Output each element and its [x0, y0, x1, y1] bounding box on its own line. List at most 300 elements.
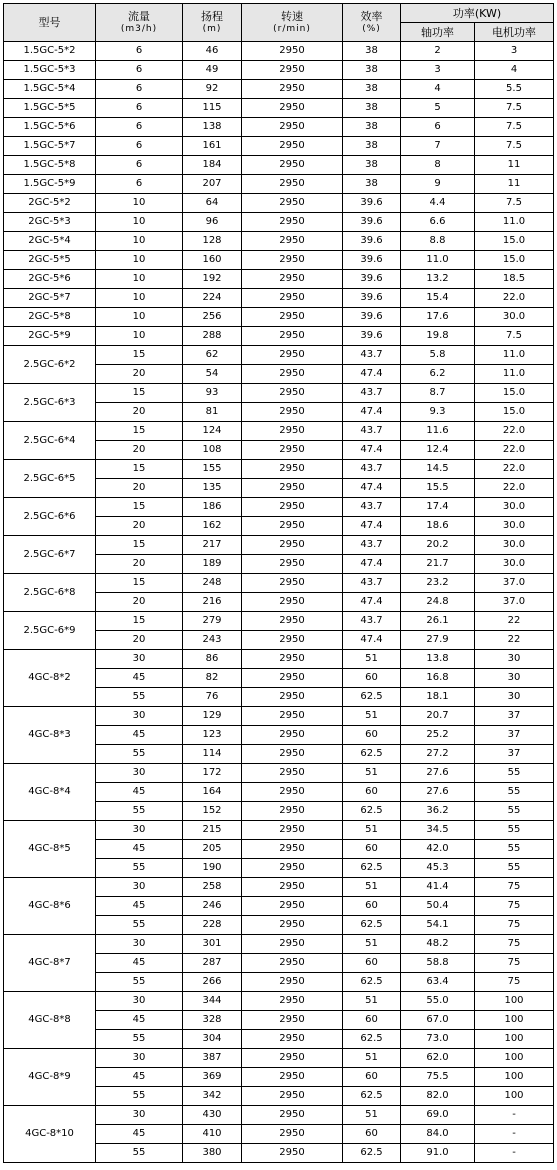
- head-cell: 266: [183, 973, 242, 992]
- model-cell: 2.5GC-6*8: [4, 574, 96, 612]
- motor-power-cell: 22: [475, 631, 554, 650]
- shaft-power-cell: 27.9: [401, 631, 475, 650]
- efficiency-cell: 47.4: [343, 593, 401, 612]
- efficiency-cell: 60: [343, 1125, 401, 1144]
- model-cell: 2.5GC-6*5: [4, 460, 96, 498]
- head-cell: 114: [183, 745, 242, 764]
- flow-cell: 20: [96, 441, 183, 460]
- head-cell: 62: [183, 346, 242, 365]
- header-model: [4, 4, 96, 42]
- efficiency-cell: 51: [343, 1106, 401, 1125]
- efficiency-cell: 60: [343, 783, 401, 802]
- header-flow-unit: (m3/h): [120, 23, 158, 34]
- table-row: [4, 422, 554, 441]
- speed-cell: 2950: [242, 441, 343, 460]
- model-cell: 4GC-8*4: [4, 764, 96, 821]
- table-row: [4, 194, 554, 213]
- speed-cell: 2950: [242, 1087, 343, 1106]
- flow-cell: 15: [96, 384, 183, 403]
- table-row: [4, 821, 554, 840]
- efficiency-cell: 51: [343, 707, 401, 726]
- motor-power-cell: 30: [475, 688, 554, 707]
- head-cell: 216: [183, 593, 242, 612]
- shaft-power-cell: 75.5: [401, 1068, 475, 1087]
- head-cell: 342: [183, 1087, 242, 1106]
- efficiency-cell: 51: [343, 764, 401, 783]
- speed-cell: 2950: [242, 555, 343, 574]
- shaft-power-cell: 23.2: [401, 574, 475, 593]
- motor-power-cell: 4: [475, 61, 554, 80]
- head-cell: 64: [183, 194, 242, 213]
- flow-cell: 45: [96, 1011, 183, 1030]
- motor-power-cell: 11: [475, 156, 554, 175]
- head-cell: 186: [183, 498, 242, 517]
- model-cell: 2GC-5*4: [4, 232, 96, 251]
- flow-cell: 45: [96, 726, 183, 745]
- shaft-power-cell: 73.0: [401, 1030, 475, 1049]
- shaft-power-cell: 5.8: [401, 346, 475, 365]
- efficiency-cell: 51: [343, 992, 401, 1011]
- head-cell: 128: [183, 232, 242, 251]
- flow-cell: 20: [96, 631, 183, 650]
- flow-cell: 20: [96, 403, 183, 422]
- head-cell: 243: [183, 631, 242, 650]
- head-cell: 162: [183, 517, 242, 536]
- motor-power-cell: 15.0: [475, 232, 554, 251]
- model-cell: 2.5GC-6*4: [4, 422, 96, 460]
- model-cell: 2.5GC-6*7: [4, 536, 96, 574]
- shaft-power-cell: 12.4: [401, 441, 475, 460]
- motor-power-cell: 55: [475, 840, 554, 859]
- flow-cell: 10: [96, 327, 183, 346]
- efficiency-cell: 39.6: [343, 289, 401, 308]
- shaft-power-cell: 8: [401, 156, 475, 175]
- header-motor-power: [475, 23, 554, 42]
- head-cell: 82: [183, 669, 242, 688]
- shaft-power-cell: 17.4: [401, 498, 475, 517]
- table-row: [4, 118, 554, 137]
- table-row: [4, 536, 554, 555]
- head-cell: 86: [183, 650, 242, 669]
- motor-power-cell: 37: [475, 745, 554, 764]
- table-row: [4, 289, 554, 308]
- efficiency-cell: 47.4: [343, 555, 401, 574]
- shaft-power-cell: 41.4: [401, 878, 475, 897]
- model-cell: 2GC-5*2: [4, 194, 96, 213]
- model-cell: 2GC-5*8: [4, 308, 96, 327]
- speed-cell: 2950: [242, 137, 343, 156]
- motor-power-cell: 55: [475, 859, 554, 878]
- flow-cell: 30: [96, 935, 183, 954]
- motor-power-cell: 15.0: [475, 251, 554, 270]
- speed-cell: 2950: [242, 346, 343, 365]
- head-cell: 207: [183, 175, 242, 194]
- head-cell: 205: [183, 840, 242, 859]
- flow-cell: 10: [96, 308, 183, 327]
- head-cell: 92: [183, 80, 242, 99]
- speed-cell: 2950: [242, 992, 343, 1011]
- motor-power-cell: 30.0: [475, 498, 554, 517]
- efficiency-cell: 38: [343, 118, 401, 137]
- speed-cell: 2950: [242, 479, 343, 498]
- shaft-power-cell: 8.7: [401, 384, 475, 403]
- motor-power-cell: 55: [475, 783, 554, 802]
- shaft-power-cell: 11.6: [401, 422, 475, 441]
- flow-cell: 10: [96, 251, 183, 270]
- efficiency-cell: 51: [343, 650, 401, 669]
- efficiency-cell: 62.5: [343, 916, 401, 935]
- efficiency-cell: 43.7: [343, 574, 401, 593]
- header-power-label: 功率(KW): [452, 6, 502, 20]
- shaft-power-cell: 27.2: [401, 745, 475, 764]
- efficiency-cell: 47.4: [343, 479, 401, 498]
- head-cell: 93: [183, 384, 242, 403]
- flow-cell: 10: [96, 194, 183, 213]
- motor-power-cell: 5.5: [475, 80, 554, 99]
- flow-cell: 55: [96, 802, 183, 821]
- motor-power-cell: 100: [475, 1030, 554, 1049]
- header-shaft-power-label: 轴功率: [421, 25, 454, 39]
- motor-power-cell: 15.0: [475, 384, 554, 403]
- motor-power-cell: 30.0: [475, 517, 554, 536]
- efficiency-cell: 39.6: [343, 251, 401, 270]
- head-cell: 301: [183, 935, 242, 954]
- motor-power-cell: 7.5: [475, 137, 554, 156]
- flow-cell: 45: [96, 783, 183, 802]
- shaft-power-cell: 58.8: [401, 954, 475, 973]
- flow-cell: 6: [96, 80, 183, 99]
- efficiency-cell: 38: [343, 99, 401, 118]
- flow-cell: 30: [96, 764, 183, 783]
- shaft-power-cell: 16.8: [401, 669, 475, 688]
- shaft-power-cell: 45.3: [401, 859, 475, 878]
- head-cell: 152: [183, 802, 242, 821]
- efficiency-cell: 43.7: [343, 346, 401, 365]
- head-cell: 96: [183, 213, 242, 232]
- shaft-power-cell: 36.2: [401, 802, 475, 821]
- flow-cell: 15: [96, 536, 183, 555]
- table-row: [4, 992, 554, 1011]
- speed-cell: 2950: [242, 631, 343, 650]
- model-cell: 2GC-5*6: [4, 270, 96, 289]
- model-cell: 2.5GC-6*9: [4, 612, 96, 650]
- efficiency-cell: 51: [343, 1049, 401, 1068]
- speed-cell: 2950: [242, 650, 343, 669]
- shaft-power-cell: 25.2: [401, 726, 475, 745]
- table-row: [4, 80, 554, 99]
- model-cell: 1.5GC-5*2: [4, 42, 96, 61]
- shaft-power-cell: 15.5: [401, 479, 475, 498]
- speed-cell: 2950: [242, 707, 343, 726]
- motor-power-cell: 7.5: [475, 118, 554, 137]
- efficiency-cell: 62.5: [343, 802, 401, 821]
- model-cell: 2.5GC-6*2: [4, 346, 96, 384]
- efficiency-cell: 43.7: [343, 536, 401, 555]
- efficiency-cell: 62.5: [343, 1144, 401, 1163]
- model-cell: 1.5GC-5*9: [4, 175, 96, 194]
- header-head-unit: (m): [202, 23, 222, 34]
- flow-cell: 55: [96, 1030, 183, 1049]
- table-row: [4, 878, 554, 897]
- efficiency-cell: 62.5: [343, 688, 401, 707]
- flow-cell: 45: [96, 1125, 183, 1144]
- speed-cell: 2950: [242, 878, 343, 897]
- speed-cell: 2950: [242, 232, 343, 251]
- speed-cell: 2950: [242, 973, 343, 992]
- efficiency-cell: 60: [343, 1068, 401, 1087]
- table-row: [4, 707, 554, 726]
- shaft-power-cell: 21.7: [401, 555, 475, 574]
- motor-power-cell: 22.0: [475, 479, 554, 498]
- table-row: [4, 137, 554, 156]
- motor-power-cell: 30.0: [475, 555, 554, 574]
- efficiency-cell: 38: [343, 175, 401, 194]
- flow-cell: 10: [96, 232, 183, 251]
- table-row: [4, 650, 554, 669]
- shaft-power-cell: 7: [401, 137, 475, 156]
- shaft-power-cell: 24.8: [401, 593, 475, 612]
- efficiency-cell: 62.5: [343, 859, 401, 878]
- motor-power-cell: 100: [475, 992, 554, 1011]
- shaft-power-cell: 4.4: [401, 194, 475, 213]
- speed-cell: 2950: [242, 289, 343, 308]
- speed-cell: 2950: [242, 821, 343, 840]
- efficiency-cell: 62.5: [343, 1030, 401, 1049]
- shaft-power-cell: 55.0: [401, 992, 475, 1011]
- shaft-power-cell: 54.1: [401, 916, 475, 935]
- shaft-power-cell: 9: [401, 175, 475, 194]
- motor-power-cell: 7.5: [475, 194, 554, 213]
- table-row: [4, 346, 554, 365]
- shaft-power-cell: 8.8: [401, 232, 475, 251]
- model-cell: 2GC-5*9: [4, 327, 96, 346]
- pump-spec-table: [3, 3, 554, 1163]
- table-row: [4, 156, 554, 175]
- motor-power-cell: 100: [475, 1068, 554, 1087]
- motor-power-cell: 75: [475, 954, 554, 973]
- shaft-power-cell: 34.5: [401, 821, 475, 840]
- flow-cell: 15: [96, 574, 183, 593]
- speed-cell: 2950: [242, 935, 343, 954]
- efficiency-cell: 47.4: [343, 517, 401, 536]
- model-cell: 2GC-5*7: [4, 289, 96, 308]
- shaft-power-cell: 91.0: [401, 1144, 475, 1163]
- header-head: [183, 4, 242, 42]
- efficiency-cell: 39.6: [343, 194, 401, 213]
- flow-cell: 55: [96, 1087, 183, 1106]
- efficiency-cell: 60: [343, 669, 401, 688]
- motor-power-cell: 11.0: [475, 346, 554, 365]
- motor-power-cell: 30: [475, 650, 554, 669]
- head-cell: 430: [183, 1106, 242, 1125]
- speed-cell: 2950: [242, 213, 343, 232]
- shaft-power-cell: 11.0: [401, 251, 475, 270]
- speed-cell: 2950: [242, 764, 343, 783]
- motor-power-cell: 55: [475, 821, 554, 840]
- head-cell: 256: [183, 308, 242, 327]
- motor-power-cell: 22.0: [475, 460, 554, 479]
- shaft-power-cell: 27.6: [401, 764, 475, 783]
- table-header: [4, 4, 554, 42]
- efficiency-cell: 62.5: [343, 1087, 401, 1106]
- efficiency-cell: 39.6: [343, 213, 401, 232]
- shaft-power-cell: 4: [401, 80, 475, 99]
- shaft-power-cell: 20.7: [401, 707, 475, 726]
- motor-power-cell: -: [475, 1125, 554, 1144]
- motor-power-cell: 75: [475, 973, 554, 992]
- motor-power-cell: 11.0: [475, 213, 554, 232]
- head-cell: 76: [183, 688, 242, 707]
- speed-cell: 2950: [242, 840, 343, 859]
- header-efficiency-unit: (%): [362, 23, 381, 34]
- model-cell: 4GC-8*2: [4, 650, 96, 707]
- model-cell: 1.5GC-5*4: [4, 80, 96, 99]
- header-motor-power-label: 电机功率: [492, 25, 536, 39]
- motor-power-cell: 75: [475, 878, 554, 897]
- flow-cell: 20: [96, 593, 183, 612]
- head-cell: 49: [183, 61, 242, 80]
- efficiency-cell: 38: [343, 42, 401, 61]
- flow-cell: 6: [96, 42, 183, 61]
- flow-cell: 30: [96, 821, 183, 840]
- efficiency-cell: 60: [343, 726, 401, 745]
- motor-power-cell: -: [475, 1106, 554, 1125]
- flow-cell: 45: [96, 954, 183, 973]
- speed-cell: 2950: [242, 365, 343, 384]
- shaft-power-cell: 15.4: [401, 289, 475, 308]
- shaft-power-cell: 13.8: [401, 650, 475, 669]
- model-cell: 4GC-8*6: [4, 878, 96, 935]
- motor-power-cell: 37: [475, 726, 554, 745]
- speed-cell: 2950: [242, 61, 343, 80]
- speed-cell: 2950: [242, 460, 343, 479]
- flow-cell: 15: [96, 422, 183, 441]
- shaft-power-cell: 9.3: [401, 403, 475, 422]
- head-cell: 224: [183, 289, 242, 308]
- model-cell: 4GC-8*9: [4, 1049, 96, 1106]
- header-model-label: 型号: [38, 16, 61, 29]
- motor-power-cell: 55: [475, 802, 554, 821]
- flow-cell: 55: [96, 973, 183, 992]
- flow-cell: 30: [96, 992, 183, 1011]
- shaft-power-cell: 26.1: [401, 612, 475, 631]
- speed-cell: 2950: [242, 327, 343, 346]
- head-cell: 155: [183, 460, 242, 479]
- speed-cell: 2950: [242, 1144, 343, 1163]
- speed-cell: 2950: [242, 251, 343, 270]
- motor-power-cell: 75: [475, 897, 554, 916]
- flow-cell: 10: [96, 270, 183, 289]
- motor-power-cell: 11: [475, 175, 554, 194]
- efficiency-cell: 43.7: [343, 460, 401, 479]
- flow-cell: 6: [96, 61, 183, 80]
- head-cell: 246: [183, 897, 242, 916]
- speed-cell: 2950: [242, 308, 343, 327]
- head-cell: 160: [183, 251, 242, 270]
- flow-cell: 55: [96, 859, 183, 878]
- shaft-power-cell: 2: [401, 42, 475, 61]
- efficiency-cell: 62.5: [343, 745, 401, 764]
- motor-power-cell: 100: [475, 1087, 554, 1106]
- flow-cell: 10: [96, 213, 183, 232]
- efficiency-cell: 39.6: [343, 232, 401, 251]
- head-cell: 124: [183, 422, 242, 441]
- flow-cell: 30: [96, 878, 183, 897]
- table-row: [4, 42, 554, 61]
- speed-cell: 2950: [242, 42, 343, 61]
- table-row: [4, 764, 554, 783]
- header-speed: [242, 4, 343, 42]
- shaft-power-cell: 50.4: [401, 897, 475, 916]
- efficiency-cell: 60: [343, 1011, 401, 1030]
- motor-power-cell: 37: [475, 707, 554, 726]
- header-efficiency-label: 效率: [360, 9, 383, 23]
- flow-cell: 55: [96, 745, 183, 764]
- efficiency-cell: 38: [343, 137, 401, 156]
- motor-power-cell: 100: [475, 1011, 554, 1030]
- speed-cell: 2950: [242, 194, 343, 213]
- table-row: [4, 99, 554, 118]
- efficiency-cell: 47.4: [343, 441, 401, 460]
- head-cell: 192: [183, 270, 242, 289]
- header-head-label: 扬程: [201, 9, 223, 23]
- table-row: [4, 251, 554, 270]
- speed-cell: 2950: [242, 403, 343, 422]
- speed-cell: 2950: [242, 859, 343, 878]
- motor-power-cell: 75: [475, 935, 554, 954]
- motor-power-cell: 22.0: [475, 422, 554, 441]
- model-cell: 4GC-8*8: [4, 992, 96, 1049]
- head-cell: 344: [183, 992, 242, 1011]
- shaft-power-cell: 6.2: [401, 365, 475, 384]
- flow-cell: 6: [96, 118, 183, 137]
- table-row: [4, 460, 554, 479]
- efficiency-cell: 51: [343, 935, 401, 954]
- motor-power-cell: 75: [475, 916, 554, 935]
- model-cell: 1.5GC-5*3: [4, 61, 96, 80]
- model-cell: 2.5GC-6*3: [4, 384, 96, 422]
- shaft-power-cell: 6.6: [401, 213, 475, 232]
- model-cell: 1.5GC-5*7: [4, 137, 96, 156]
- table-row: [4, 270, 554, 289]
- flow-cell: 15: [96, 460, 183, 479]
- head-cell: 81: [183, 403, 242, 422]
- efficiency-cell: 51: [343, 821, 401, 840]
- speed-cell: 2950: [242, 384, 343, 403]
- efficiency-cell: 43.7: [343, 422, 401, 441]
- flow-cell: 55: [96, 688, 183, 707]
- head-cell: 108: [183, 441, 242, 460]
- head-cell: 164: [183, 783, 242, 802]
- efficiency-cell: 47.4: [343, 631, 401, 650]
- head-cell: 217: [183, 536, 242, 555]
- head-cell: 215: [183, 821, 242, 840]
- shaft-power-cell: 5: [401, 99, 475, 118]
- motor-power-cell: 7.5: [475, 99, 554, 118]
- motor-power-cell: 55: [475, 764, 554, 783]
- shaft-power-cell: 14.5: [401, 460, 475, 479]
- efficiency-cell: 47.4: [343, 403, 401, 422]
- speed-cell: 2950: [242, 897, 343, 916]
- table-row: [4, 935, 554, 954]
- head-cell: 135: [183, 479, 242, 498]
- shaft-power-cell: 19.8: [401, 327, 475, 346]
- speed-cell: 2950: [242, 745, 343, 764]
- head-cell: 328: [183, 1011, 242, 1030]
- efficiency-cell: 39.6: [343, 308, 401, 327]
- motor-power-cell: 37.0: [475, 593, 554, 612]
- head-cell: 287: [183, 954, 242, 973]
